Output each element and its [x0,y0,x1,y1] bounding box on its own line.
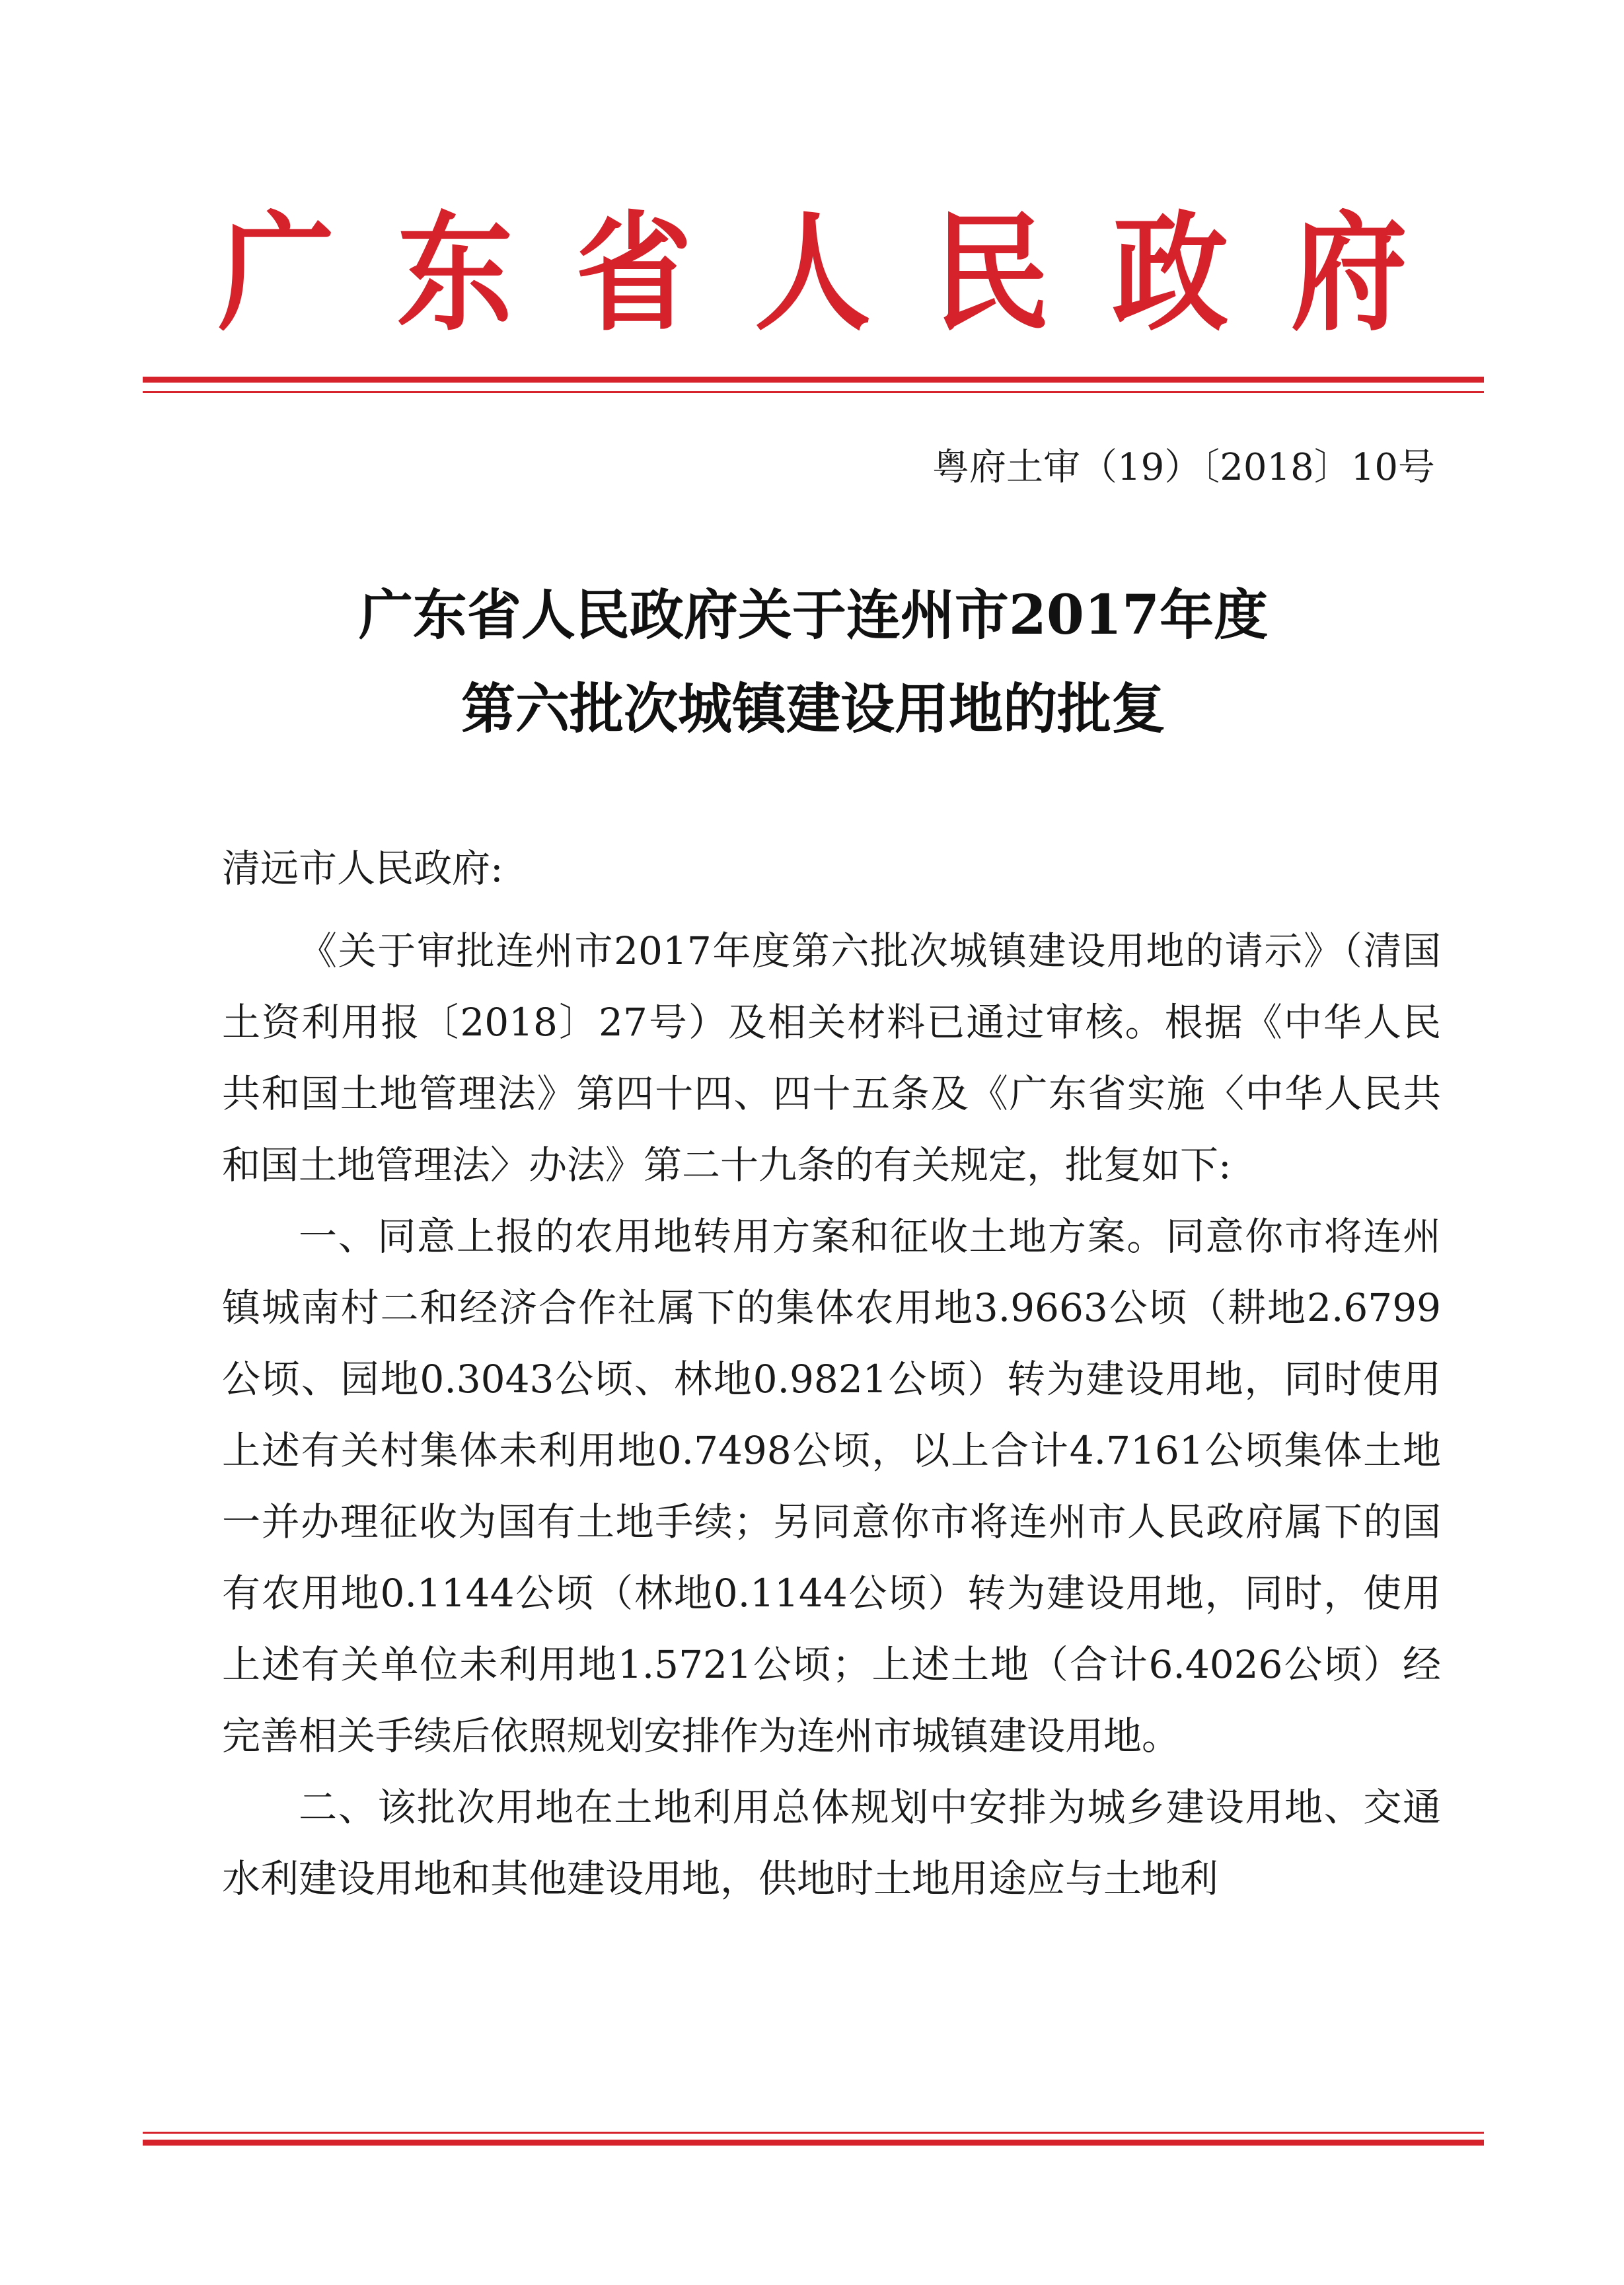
title-line-1: 广东省人民政府关于连州市2017年度 [358,583,1269,647]
document-body [222,915,1441,1914]
masthead-char: 广 [218,199,335,349]
document-title [143,568,1484,756]
masthead-char: 府 [1290,199,1407,349]
body-paragraph: 二、该批次用地在土地利用总体规划中安排为城乡建设用地、交通水利建设用地和其他建设用地，供地时土地用途应与土地利 [222,1785,1441,1901]
body-paragraph: 一、同意上报的农用地转用方案和征收土地方案。同意你市将连州镇城南村二和经济合作社属下的集体农用地3.9663公顷（耕地2.6799公顷、园地0.3043公顷、林地0.9821公顷）转为建设用地，同时使用上述有关村集体未利用地0.7498公顷，以上合计4.7161公顷集体土地一并办理征收为国有土地手续；另同意你市将连州市人民政府属下的国有农用地0.1144公顷（林地0.1144公顷）转为建设用地，同时，使用上述有关单位未利用地1.5721公顷；上述土地（合计6.4026公顷）经完善相关手续后依照规划安排作为连州市城镇建设用地。 [222,1214,1441,1758]
masthead-char: 省 [575,199,692,349]
document-number: 粤府土审（19）〔2018〕10号 [932,446,1435,489]
masthead-char: 人 [754,199,871,349]
masthead-char: 民 [933,199,1050,349]
masthead-char: 东 [396,199,513,349]
body-paragraph: 《关于审批连州市2017年度第六批次城镇建设用地的请示》（清国土资利用报〔2018〕27号）及相关材料已通过审核。根据《中华人民共和国土地管理法》第四十四、四十五条及《广东省实施〈中华人民共和国土地管理法〉办法》第二十九条的有关规定，批复如下: [222,928,1441,1187]
issuer-masthead [218,198,1407,350]
header-rule-thick [143,377,1484,383]
title-line-2: 第六批次城镇建设用地的批复 [461,677,1165,741]
footer-rule-thin [143,2132,1484,2134]
header-rule-thin [143,391,1484,393]
recipient-salutation: 清远市人民政府: [222,846,503,891]
masthead-char: 政 [1112,199,1229,349]
footer-rule-thick [143,2140,1484,2146]
